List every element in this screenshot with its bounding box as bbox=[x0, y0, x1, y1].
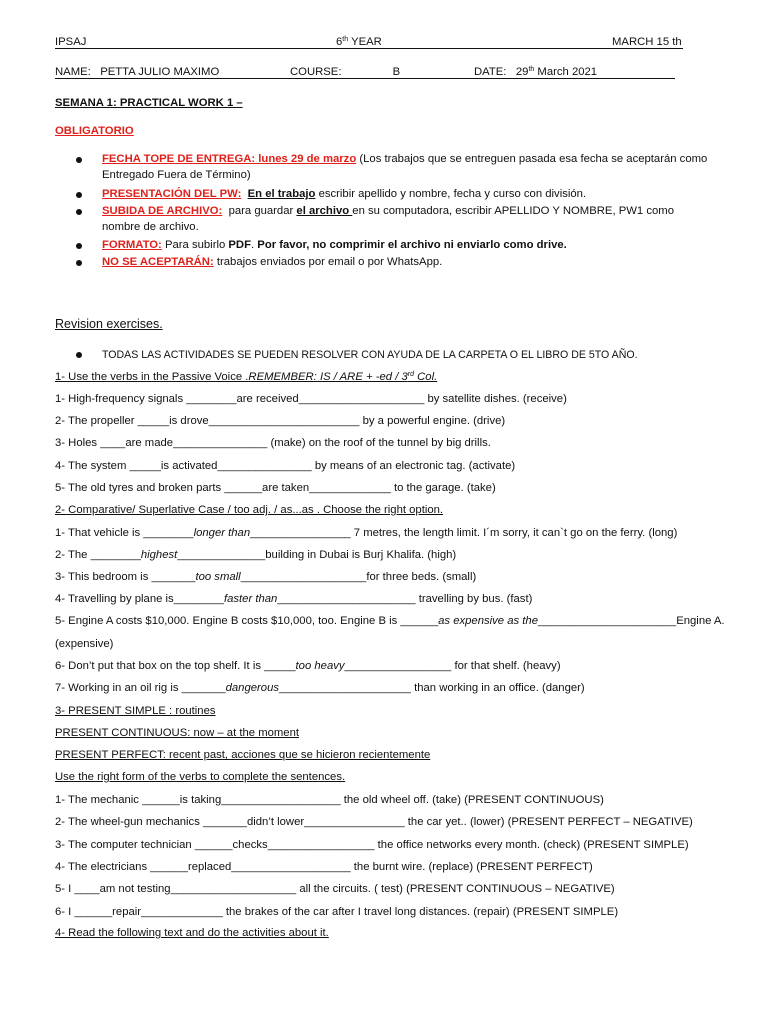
exercise-answer: as expensive as the bbox=[438, 615, 538, 628]
exercise-rest: ______________________Engine A. bbox=[537, 615, 725, 628]
exercise-prompt: 2- The ________ bbox=[55, 549, 141, 562]
course-field: COURSE: B bbox=[290, 66, 401, 78]
header-row bbox=[55, 35, 86, 49]
exercise-prompt: 4- The system _____ bbox=[55, 459, 161, 472]
exercise-line bbox=[55, 436, 491, 450]
student-name: PETTA JULIO MAXIMO bbox=[100, 66, 220, 78]
exercise-answer: too small bbox=[195, 571, 241, 584]
course-value: B bbox=[392, 66, 401, 78]
rule-deadline-cont: Entregado Fuera de Término) bbox=[102, 169, 251, 181]
revision-title: Revision exercises. bbox=[55, 317, 163, 331]
exercise-rest: ______________building in Dubai is Burj Khalifa. (high) bbox=[177, 549, 457, 562]
exercise-answer: checks bbox=[232, 838, 268, 851]
bullet-icon bbox=[76, 192, 82, 198]
rule-no-aceptaran: NO SE ACEPTARÁN: trabajos enviados por email o por WhatsApp. bbox=[102, 256, 443, 268]
name-rule bbox=[55, 78, 675, 79]
exercise-prompt: 4- Travelling by plane is________ bbox=[55, 593, 224, 606]
exercise-line bbox=[55, 481, 496, 495]
bullet-icon bbox=[76, 157, 82, 163]
exercise-line bbox=[55, 459, 515, 473]
exercise-line bbox=[55, 659, 561, 673]
exercise-line bbox=[55, 570, 476, 584]
exercise-rest: _______________ by means of an electronic tag. (activate) bbox=[217, 459, 516, 472]
exercise-line bbox=[55, 882, 615, 896]
exercise-prompt: 1- High-frequency signals ________ bbox=[55, 393, 237, 405]
exercise-answer: longer than bbox=[193, 527, 251, 539]
exercise-answer: didn’t lower bbox=[246, 816, 305, 829]
exercise-rest: ________________ the car yet.. (lower) (PRESENT PERFECT – NEGATIVE) bbox=[304, 816, 693, 829]
rule-subida-cont: nombre de archivo. bbox=[102, 221, 199, 233]
exercise-prompt: 6- Don’t put that box on the top shelf. It is _____ bbox=[55, 659, 296, 672]
exercise-prompt: 1- The mechanic ______ bbox=[55, 794, 180, 806]
exercise-answer: is drove bbox=[169, 415, 209, 428]
exercise-rest: ______________________ travelling by bus. (fast) bbox=[277, 593, 533, 606]
exercise-rest: ____________________ all the circuits. ( test) (PRESENT CONTINUOUS – NEGATIVE) bbox=[170, 883, 615, 896]
section1-title: 1- Use the verbs in the Passive Voice .REMEMBER: IS / ARE + -ed / 3rd Col. bbox=[55, 371, 438, 383]
rule-deadline: FECHA TOPE DE ENTREGA: lunes 29 de marzo (Los trabajos que se entreguen pasada esa fecha se aceptarán como bbox=[102, 153, 708, 165]
exercise-rest: ____________________ by satellite dishes. (receive) bbox=[298, 393, 567, 405]
exercise-line bbox=[55, 592, 532, 606]
exercise-rest: ____________________for three beds. (small) bbox=[240, 571, 477, 584]
section3-title: 3- PRESENT SIMPLE : routines bbox=[55, 705, 216, 717]
exercise-prompt: 5- I ____ bbox=[55, 883, 100, 896]
exercise-line bbox=[55, 838, 689, 852]
exercise-answer: are made bbox=[125, 437, 174, 450]
exercise-prompt: 3- Holes ____ bbox=[55, 437, 126, 450]
section3-instructions: Use the right form of the verbs to complete the sentences. bbox=[55, 771, 346, 783]
exercise-line bbox=[55, 860, 593, 874]
exercise-rest: _____________ the brakes of the car after I travel long distances. (repair) (PRESENT SIMPLE) bbox=[141, 905, 619, 918]
exercise-answer: are received bbox=[236, 393, 299, 405]
bullet-icon bbox=[76, 260, 82, 266]
exercise-prompt: 7- Working in an oil rig is _______ bbox=[55, 681, 226, 694]
bullet-icon bbox=[76, 352, 82, 358]
exercise-answer: dangerous bbox=[225, 681, 279, 694]
exercise-answer: is taking bbox=[179, 794, 222, 806]
exercise-answer: faster than bbox=[223, 593, 278, 606]
exercise-answer: are taken bbox=[262, 481, 310, 494]
exercise-rest: ________________ 7 metres, the length limit. I´m sorry, it can`t go on the ferry. (long) bbox=[250, 527, 678, 539]
exercise-prompt: (expensive) bbox=[55, 637, 114, 650]
exercise-line bbox=[55, 815, 693, 829]
exercise-rest: ___________________ the burnt wire. (replace) (PRESENT PERFECT) bbox=[231, 860, 593, 873]
exercise-rest: ___________________ the old wheel off. (take) (PRESENT CONTINUOUS) bbox=[221, 794, 604, 806]
exercise-answer: repair bbox=[112, 905, 142, 918]
exercise-prompt: 2- The wheel-gun mechanics _______ bbox=[55, 816, 247, 829]
header-rule bbox=[55, 48, 683, 49]
exercise-prompt: 5- Engine A costs $10,000. Engine B costs $10,000, too. Engine B is ______ bbox=[55, 615, 439, 628]
year-label: 6th YEAR bbox=[336, 36, 382, 48]
section3-perfect: PRESENT PERFECT: recent past, acciones que se hicieron recientemente bbox=[55, 749, 431, 761]
exercise-line bbox=[55, 614, 725, 628]
exercise-answer: am not testing bbox=[99, 883, 171, 896]
exercise-line bbox=[55, 793, 604, 807]
exercise-answer: is activated bbox=[160, 459, 218, 472]
exercise-prompt: 5- The old tyres and broken parts ______ bbox=[55, 481, 263, 494]
top-date: MARCH 15 th bbox=[612, 36, 682, 48]
rule-presentacion: PRESENTACIÓN DEL PW: En el trabajo escribir apellido y nombre, fecha y curso con división. bbox=[102, 188, 587, 200]
bullet-icon bbox=[76, 209, 82, 215]
exercise-answer: too heavy bbox=[295, 659, 345, 672]
exercise-prompt: 3- The computer technician ______ bbox=[55, 838, 233, 851]
exercise-prompt: 2- The propeller _____ bbox=[55, 415, 170, 428]
exercise-line bbox=[55, 637, 113, 651]
section3-continuous: PRESENT CONTINUOUS: now – at the moment bbox=[55, 727, 300, 739]
rule-subida: SUBIDA DE ARCHIVO: para guardar el archivo en su computadora, escribir APELLIDO Y NOMBRE, PW1 como bbox=[102, 205, 674, 217]
section2-title: 2- Comparative/ Superlative Case / too adj. / as...as . Choose the right option. bbox=[55, 504, 444, 516]
name-row: NAME: PETTA JULIO MAXIMO bbox=[55, 66, 220, 78]
exercise-rest: _____________ to the garage. (take) bbox=[309, 481, 496, 494]
exercise-line bbox=[55, 392, 567, 406]
exercise-line bbox=[55, 905, 618, 919]
exercise-line bbox=[55, 414, 505, 428]
obligatorio-heading: OBLIGATORIO bbox=[55, 125, 134, 137]
exercise-line bbox=[55, 681, 585, 695]
exercise-prompt: 3- This bedroom is _______ bbox=[55, 571, 196, 584]
exercise-rest: ________________________ by a powerful engine. (drive) bbox=[208, 415, 506, 428]
exercise-answer: replaced bbox=[187, 860, 232, 873]
exercise-rest: _________________ the office networks every month. (check) (PRESENT SIMPLE) bbox=[267, 838, 689, 851]
rule-formato: FORMATO: Para subirlo PDF. Por favor, no comprimir el archivo ni enviarlo como drive. bbox=[102, 239, 567, 251]
exercise-prompt: 4- The electricians ______ bbox=[55, 860, 188, 873]
exercise-answer: highest bbox=[140, 549, 178, 562]
exercise-prompt: 1- That vehicle is ________ bbox=[55, 527, 194, 539]
exercise-rest: _________________ for that shelf. (heavy) bbox=[344, 659, 561, 672]
exercise-rest: _____________________ than working in an office. (danger) bbox=[279, 681, 585, 694]
exercise-line bbox=[55, 548, 456, 562]
school-name: IPSAJ bbox=[55, 36, 87, 48]
date-field: DATE: 29th March 2021 bbox=[474, 66, 598, 78]
exercise-prompt: 6- I ______ bbox=[55, 905, 113, 918]
exercise-rest: _______________ (make) on the roof of the tunnel by big drills. bbox=[173, 437, 491, 450]
semana-title: SEMANA 1: PRACTICAL WORK 1 – bbox=[55, 97, 243, 109]
todas-note: TODAS LAS ACTIVIDADES SE PUEDEN RESOLVER CON AYUDA DE LA CARPETA O EL LIBRO DE 5TO AÑO. bbox=[102, 349, 638, 361]
bullet-icon bbox=[76, 243, 82, 249]
section4-title: 4- Read the following text and do the activities about it. bbox=[55, 927, 329, 939]
exercise-line bbox=[55, 526, 677, 540]
